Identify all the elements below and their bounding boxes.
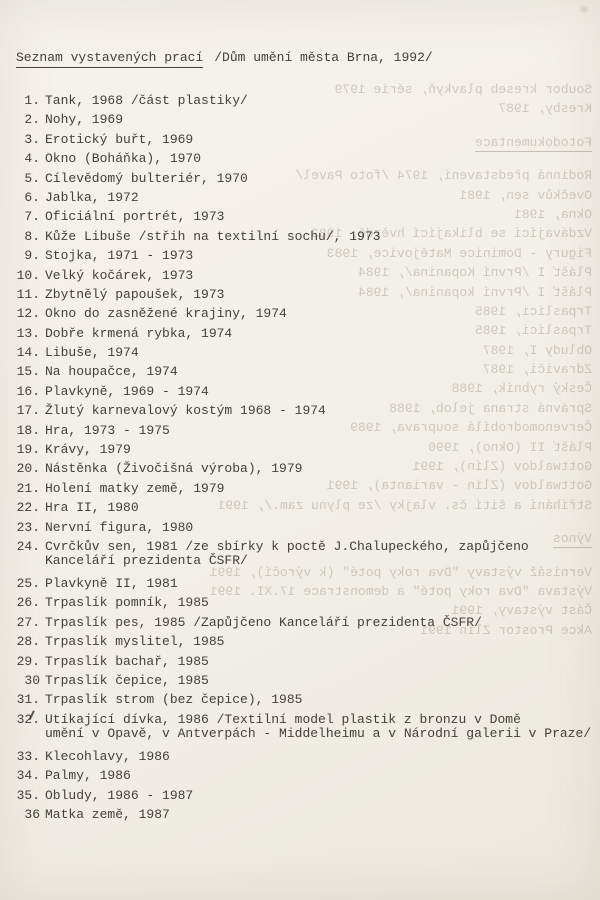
item-text-line: Jablka, 1972 bbox=[45, 189, 139, 205]
list-item bbox=[16, 808, 600, 822]
item-text bbox=[45, 346, 139, 360]
list-item bbox=[16, 424, 600, 438]
item-number: 13. bbox=[16, 325, 40, 341]
bleed-through-line-text: Gottwaldov (Zlín - varianta), 1991 bbox=[326, 478, 592, 494]
item-number: 2. bbox=[24, 112, 40, 128]
list-item bbox=[16, 596, 600, 610]
item-number: 1. bbox=[24, 93, 40, 108]
item-number: 10. bbox=[16, 267, 40, 283]
item-number: 28. bbox=[16, 634, 40, 650]
item-text bbox=[45, 443, 131, 457]
list-item bbox=[16, 191, 600, 205]
list-item bbox=[16, 269, 600, 283]
list-item bbox=[16, 482, 600, 496]
list-item bbox=[16, 172, 600, 186]
page-title: Seznam vystavených prací bbox=[16, 50, 203, 68]
bleed-through-line-text: Rodinná představení, 1974 /foto Pavel/ bbox=[295, 168, 592, 184]
bleed-through-line-text: Akce Prostor Zlín 1991 bbox=[420, 622, 592, 638]
item-text-line: Libuše, 1974 bbox=[45, 345, 139, 361]
item-text-line: Velký kočárek, 1973 bbox=[45, 267, 194, 283]
item-text bbox=[45, 750, 170, 764]
list-item bbox=[16, 769, 600, 783]
item-number: 23. bbox=[16, 519, 40, 535]
item-number: 6. bbox=[24, 189, 40, 205]
item-text-line: Nástěnka (Živočišná výroba), 1979 bbox=[45, 461, 303, 477]
item-number: 35. bbox=[16, 787, 40, 803]
item-text bbox=[45, 635, 224, 649]
bleed-through-line-text: Výstava "Dva roky poté" a demonstrace 17.XI. 1991 bbox=[209, 583, 592, 599]
bleed-through-line-text: Gottwaldov (Zlín), 1991 bbox=[412, 459, 592, 475]
bleed-through-line-text: Okna, 1981 bbox=[513, 206, 592, 222]
item-number: 11. bbox=[16, 286, 40, 302]
item-text-line: Stojka, 1971 - 1973 bbox=[45, 248, 194, 264]
item-text-line: Nervní figura, 1980 bbox=[45, 519, 194, 535]
item-text-line: Klecohlavy, 1986 bbox=[45, 748, 170, 764]
item-number: 27. bbox=[16, 614, 40, 630]
list-item bbox=[16, 540, 600, 568]
list-item bbox=[16, 113, 600, 127]
list-item bbox=[16, 443, 600, 457]
item-text bbox=[45, 327, 232, 341]
item-text bbox=[45, 482, 224, 496]
item-number: 3. bbox=[24, 131, 40, 147]
item-text bbox=[45, 808, 170, 822]
item-text bbox=[45, 577, 178, 591]
bleed-through-line-text: Kresby, 1987 bbox=[498, 101, 592, 117]
item-number: 30 bbox=[24, 672, 40, 688]
item-text-line: Nohy, 1969 bbox=[45, 112, 124, 128]
item-text bbox=[45, 133, 193, 147]
item-text bbox=[45, 713, 591, 741]
item-text bbox=[45, 94, 248, 108]
list-item bbox=[16, 346, 600, 360]
item-text bbox=[45, 501, 139, 515]
item-number: 18. bbox=[16, 422, 40, 438]
bleed-through-line-text: Trpaslíci, 1985 bbox=[474, 303, 592, 319]
item-text-line: Tank, 1968 /část plastiky/ bbox=[45, 93, 248, 108]
item-text-line: Plavkyně, 1969 - 1974 bbox=[45, 383, 209, 399]
bleed-through-line-text: Správná strana jelob, 1988 bbox=[389, 400, 592, 416]
bleed-through-line-text: Figury - Dominice Matějovice, 1983 bbox=[326, 245, 592, 261]
bleed-through-line-text: Červenomodrobílá souprava, 1989 bbox=[350, 420, 592, 436]
item-text bbox=[45, 540, 529, 568]
item-text bbox=[45, 210, 224, 224]
list-item bbox=[16, 789, 600, 803]
item-number: 22. bbox=[16, 500, 40, 516]
item-number: 34. bbox=[16, 768, 40, 784]
bleed-through-line-text: Část výstavy, 1991 bbox=[451, 603, 592, 619]
item-number: 32. bbox=[16, 713, 40, 741]
item-text bbox=[45, 596, 209, 610]
item-text bbox=[45, 113, 123, 127]
item-number: 29. bbox=[16, 653, 40, 669]
item-text bbox=[45, 288, 224, 302]
bleed-through-line-text: Plášť I /První kopanina/, 1984 bbox=[357, 284, 592, 300]
item-number: 36 bbox=[24, 806, 40, 822]
works-list bbox=[0, 94, 600, 822]
item-text-line: Žlutý karnevalový kostým 1968 - 1974 bbox=[45, 403, 326, 419]
bleed-through-line-text: Ovečkův sen, 1981 bbox=[459, 187, 592, 203]
item-text-line: Oficiální portrét, 1973 bbox=[45, 209, 225, 225]
item-number: 16. bbox=[16, 383, 40, 399]
list-item bbox=[16, 327, 600, 341]
item-text bbox=[45, 521, 193, 535]
bleed-through-line-text: Český rybník, 1988 bbox=[451, 381, 592, 397]
list-item bbox=[16, 133, 600, 147]
item-number: 15. bbox=[16, 364, 40, 380]
item-text bbox=[45, 365, 178, 379]
item-text-line: Erotický buřt, 1969 bbox=[45, 131, 194, 147]
bleed-through-line-text: Zdraviči, 1987 bbox=[482, 362, 592, 378]
list-item bbox=[16, 462, 600, 476]
bleed-through-line-text: Plášť I /První Kopanina/, 1984 bbox=[357, 265, 592, 281]
list-item bbox=[16, 94, 600, 108]
item-text bbox=[45, 462, 302, 476]
item-text bbox=[45, 172, 248, 186]
item-number: 7. bbox=[24, 209, 40, 225]
bleed-through-line-text: Trpaslíci, 1985 bbox=[474, 323, 592, 339]
item-text-line: Obludy, 1986 - 1987 bbox=[45, 787, 194, 803]
item-text bbox=[45, 269, 193, 283]
item-text-line: Hra, 1973 - 1975 bbox=[45, 422, 170, 438]
list-item bbox=[16, 635, 600, 649]
page-title-note: /Dům umění města Brna, 1992/ bbox=[214, 50, 433, 65]
item-text bbox=[45, 152, 201, 166]
list-item bbox=[16, 577, 600, 591]
item-number: 14. bbox=[16, 345, 40, 361]
item-text-line: Okno do zasněžené krajiny, 1974 bbox=[45, 306, 287, 322]
item-text-line: Trpaslík čepice, 1985 bbox=[45, 672, 209, 688]
list-item bbox=[16, 365, 600, 379]
item-number: 20. bbox=[16, 461, 40, 477]
bleed-through-line-text: Obludy I, 1987 bbox=[482, 342, 592, 358]
bleed-through-line-text: Stříhání a šití čs. vlajky /ze plynu zam./, 1991 bbox=[217, 497, 592, 513]
item-number: 33. bbox=[16, 748, 40, 764]
list-item bbox=[16, 230, 600, 244]
document-header bbox=[0, 0, 600, 65]
bleed-through-line-text: Výnos bbox=[552, 531, 592, 547]
item-number: 9. bbox=[24, 248, 40, 264]
item-text bbox=[45, 385, 209, 399]
item-number: 4. bbox=[24, 151, 40, 167]
item-text bbox=[45, 249, 193, 263]
item-text-line: Kůže Libuše /střih na textilní sochu/, 1973 bbox=[45, 228, 381, 244]
list-item bbox=[16, 521, 600, 535]
list-item bbox=[16, 501, 600, 515]
list-item bbox=[16, 616, 600, 630]
item-text-line: Trpaslík pes, 1985 /Zapůjčeno Kanceláří prezidenta ČSFR/ bbox=[45, 614, 482, 630]
item-text-line: Krávy, 1979 bbox=[45, 442, 131, 458]
item-text-line: Trpaslík myslitel, 1985 bbox=[45, 634, 225, 650]
list-item bbox=[16, 404, 600, 418]
item-number: 17. bbox=[16, 403, 40, 419]
item-number: 8. bbox=[24, 228, 40, 244]
item-text-line: Cvrčkův sen, 1981 /ze sbírky k poctě J.Chalupeckého, zapůjčeno bbox=[45, 538, 529, 554]
item-text-line: Holení matky země, 1979 bbox=[45, 480, 225, 496]
item-text-line: Palmy, 1986 bbox=[45, 768, 131, 784]
item-text-line: Na houpačce, 1974 bbox=[45, 364, 178, 380]
item-number: 24. bbox=[16, 538, 40, 554]
item-text-line: Matka země, 1987 bbox=[45, 806, 170, 822]
item-text bbox=[45, 674, 209, 688]
item-number: 19. bbox=[16, 442, 40, 458]
item-text bbox=[45, 693, 302, 707]
item-text-line: Kanceláří prezidenta ČSFR/ bbox=[45, 552, 248, 568]
item-number: 5. bbox=[24, 170, 40, 186]
list-item bbox=[16, 750, 600, 764]
bleed-through-line-text: Vernisáž výstavy "Dva roky poté" (k výročí), 1991 bbox=[209, 564, 592, 580]
item-text-line: Trpaslík bachař, 1985 bbox=[45, 653, 209, 669]
item-number: 26. bbox=[16, 595, 40, 611]
item-text-line: Trpaslík strom (bez čepice), 1985 bbox=[45, 692, 303, 708]
item-text-line: Zbytnělý papoušek, 1973 bbox=[45, 286, 225, 302]
bleed-through-line-text: Fotodokumentace bbox=[474, 134, 592, 150]
list-item bbox=[16, 288, 600, 302]
item-text-line: Utíkající dívka, 1986 /Textilní model plastik z bronzu v Domě bbox=[45, 711, 521, 727]
item-text bbox=[45, 616, 482, 630]
list-item bbox=[16, 655, 600, 669]
list-item bbox=[16, 385, 600, 399]
bleed-through-line-text: Soubor kreseb plavkyň, série 1979 bbox=[334, 82, 592, 97]
item-text-line: Okno (Boháňka), 1970 bbox=[45, 151, 202, 167]
list-item bbox=[16, 674, 600, 688]
list-item bbox=[16, 693, 600, 707]
list-item bbox=[16, 152, 600, 166]
list-item bbox=[16, 210, 600, 224]
item-number: 31. bbox=[16, 692, 40, 708]
item-text-line: Trpaslík pomník, 1985 bbox=[45, 595, 209, 611]
item-text bbox=[45, 789, 193, 803]
item-text bbox=[45, 769, 131, 783]
item-text bbox=[45, 424, 170, 438]
item-text bbox=[45, 191, 139, 205]
item-text-line: Hra II, 1980 bbox=[45, 500, 139, 516]
item-text bbox=[45, 307, 287, 321]
item-text bbox=[45, 655, 209, 669]
item-number: 21. bbox=[16, 480, 40, 496]
item-number: 12. bbox=[16, 306, 40, 322]
list-item bbox=[16, 713, 600, 741]
list-item bbox=[16, 307, 600, 321]
bleed-through-line-text: Vzdávající se blikající hvězdě, 1982 bbox=[311, 226, 592, 242]
list-item bbox=[16, 249, 600, 263]
item-text-line: umění v Opavě, v Antverpách - Middelheimu a v Národní galerii v Praze/ bbox=[45, 725, 592, 741]
item-text bbox=[45, 404, 326, 418]
item-text bbox=[45, 230, 380, 244]
item-text-line: Dobře krmená rybka, 1974 bbox=[45, 325, 233, 341]
item-text-line: Cílevědomý bulteriér, 1970 bbox=[45, 170, 248, 186]
bleed-through-line-text: Plášť II (Okno), 1990 bbox=[428, 439, 592, 455]
item-text-line: Plavkyně II, 1981 bbox=[45, 575, 178, 591]
item-number: 25. bbox=[16, 575, 40, 591]
